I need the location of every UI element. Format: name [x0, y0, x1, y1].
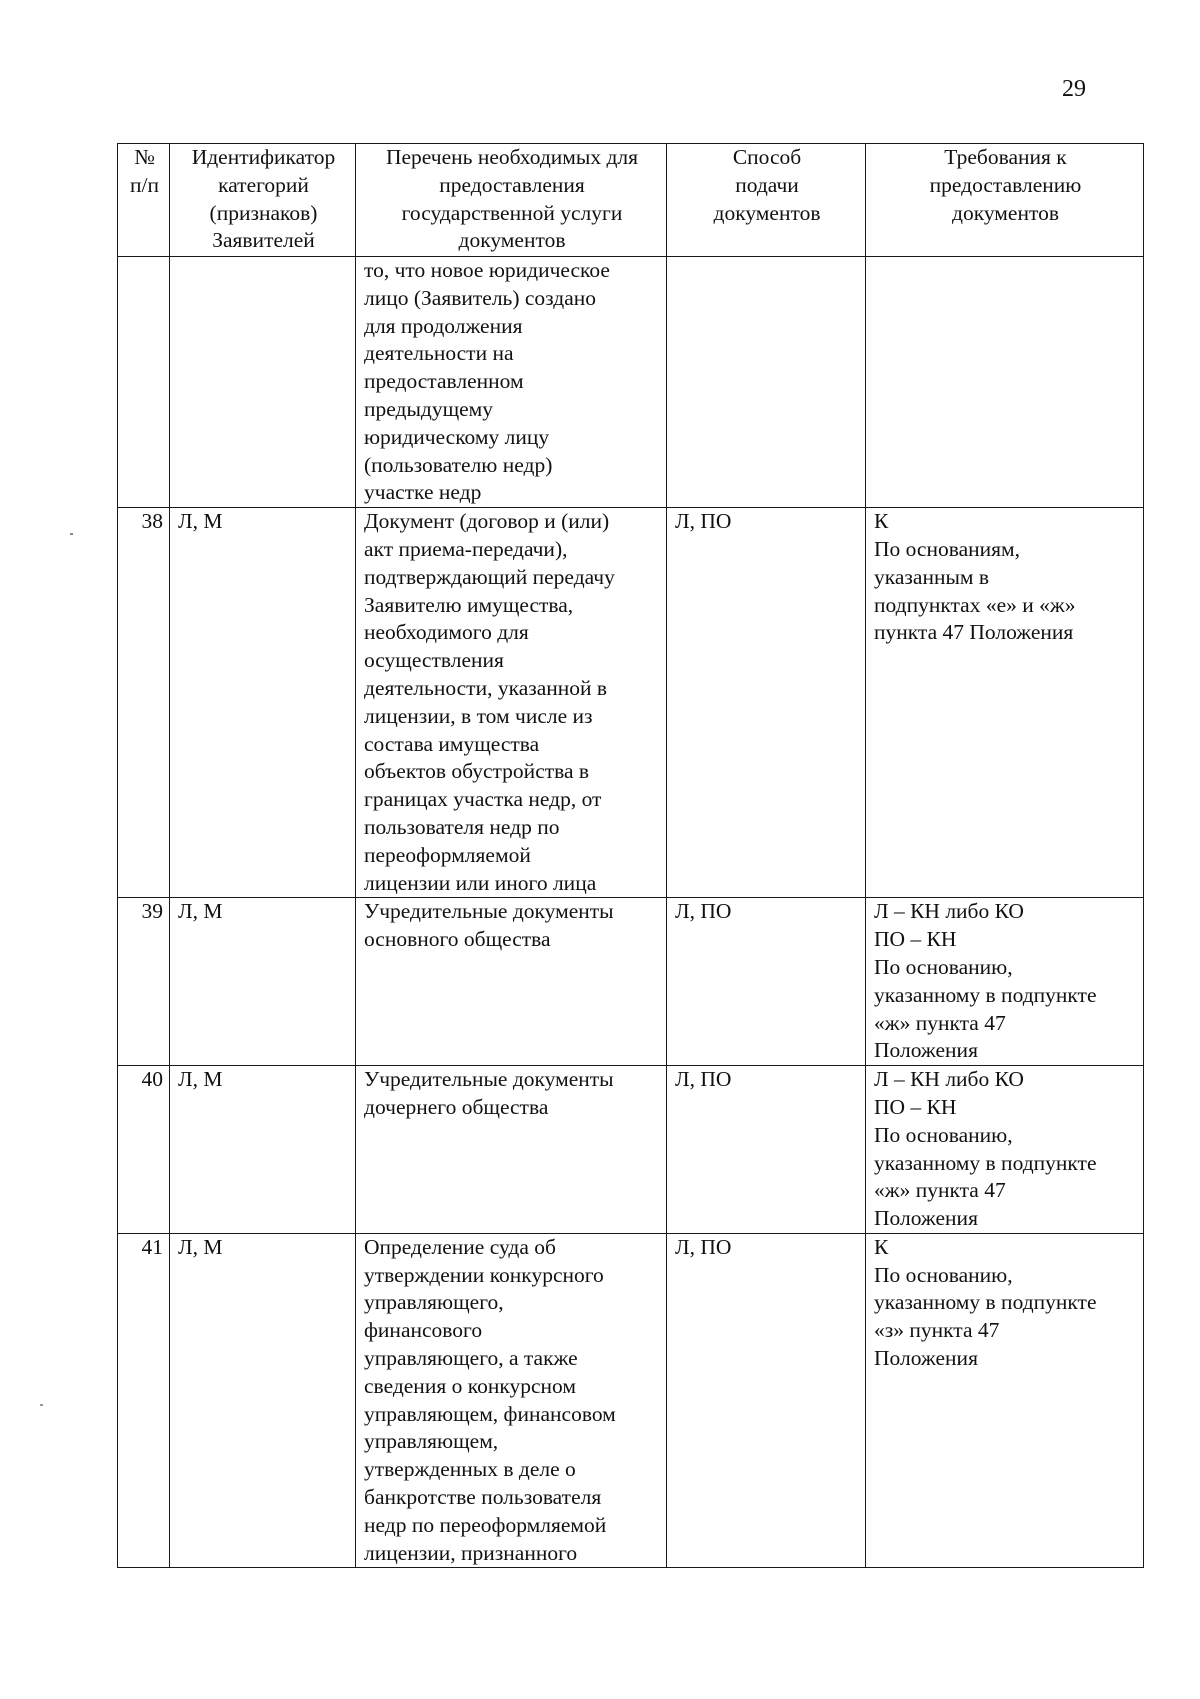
cell-line: Заявителю имущества,	[364, 592, 574, 617]
header-line: (признаков)	[209, 200, 318, 225]
cell-line: Документ (договор и (или)	[364, 509, 610, 534]
cell-line: «ж» пункта 47	[874, 1178, 1006, 1203]
cell-documents	[356, 508, 667, 898]
cell-method	[667, 1233, 866, 1568]
cell-line: подтверждающий передачу	[364, 564, 615, 589]
cell-line: управляющего,	[364, 1290, 504, 1315]
header-line: Перечень необходимых для	[385, 145, 639, 169]
cell-line: Л, М	[178, 899, 223, 924]
cell-line: подпунктах «е» и «ж»	[874, 592, 1076, 617]
cell-requirements	[866, 508, 1144, 898]
cell-documents	[356, 898, 667, 1066]
cell-line: недр по переоформляемой	[364, 1512, 607, 1537]
cell-line: Положения	[874, 1346, 978, 1371]
cell-line: Л, ПО	[675, 1234, 732, 1259]
cell-line: предоставленном	[364, 369, 524, 394]
cell-line: По основанию,	[874, 1262, 1013, 1287]
header-line: подачи	[735, 172, 799, 197]
cell-category	[170, 257, 356, 508]
cell-line: основного общества	[364, 927, 551, 952]
cell-line: ПО – КН	[874, 927, 957, 952]
cell-line: акт приема-передачи),	[364, 536, 568, 561]
cell-line: указанному в подпункте	[874, 1290, 1097, 1315]
header-line: предоставлению	[929, 172, 1082, 197]
cell-line: банкротстве пользователя	[364, 1485, 602, 1510]
cell-line: «ж» пункта 47	[874, 1010, 1006, 1035]
header-method	[667, 144, 866, 257]
header-line: п/п	[130, 172, 159, 197]
cell-method	[667, 257, 866, 508]
cell-line: осуществления	[364, 648, 504, 673]
cell-line: сведения о конкурсном	[364, 1373, 576, 1398]
cell-number	[118, 257, 170, 508]
cell-line: финансового	[364, 1318, 483, 1343]
cell-line: то, что новое юридическое	[364, 258, 610, 282]
header-line: документов	[952, 200, 1059, 225]
scan-speck	[40, 1404, 43, 1406]
header-number	[118, 144, 170, 257]
header-line: государственной услуги	[401, 200, 623, 225]
cell-line: По основанию,	[874, 1122, 1013, 1147]
cell-line: управляющем, финансовом	[364, 1401, 616, 1426]
cell-line: Л, М	[178, 1067, 223, 1092]
cell-line: деятельности, указанной в	[364, 675, 608, 700]
header-documents	[356, 144, 667, 257]
cell-number: 40	[118, 1066, 170, 1234]
cell-line: для продолжения	[364, 313, 523, 338]
cell-documents	[356, 257, 667, 508]
cell-line: утвержденных в деле о	[364, 1457, 576, 1482]
header-line: документов	[713, 200, 821, 225]
cell-line: По основанию,	[874, 954, 1013, 979]
header-line: Требования к	[944, 145, 1067, 169]
table-row	[118, 1233, 1144, 1568]
cell-category	[170, 1233, 356, 1568]
cell-line: Определение суда об	[364, 1234, 556, 1259]
header-line: категорий	[218, 172, 309, 197]
header-row	[118, 144, 1144, 257]
cell-method	[667, 898, 866, 1066]
cell-line: Л – КН либо КО	[874, 899, 1024, 924]
cell-line: Учредительные документы	[364, 1067, 614, 1092]
cell-line: указанному в подпункте	[874, 1150, 1097, 1175]
cell-line: По основаниям,	[874, 536, 1021, 561]
header-line: предоставления	[439, 172, 585, 197]
cell-line: Положения	[874, 1206, 978, 1231]
cell-line: лицо (Заявитель) создано	[364, 285, 597, 310]
cell-category	[170, 1066, 356, 1234]
cell-category	[170, 508, 356, 898]
cell-line: утверждении конкурсного	[364, 1262, 604, 1287]
cell-line: пункта 47 Положения	[874, 620, 1074, 645]
cell-documents	[356, 1066, 667, 1234]
page-number: 29	[1062, 76, 1086, 102]
cell-line: К	[874, 509, 889, 534]
cell-number: 41	[118, 1233, 170, 1568]
cell-line: лицензии, признанного	[364, 1540, 578, 1565]
cell-number: 39	[118, 898, 170, 1066]
cell-line: лицензии или иного лица	[364, 870, 597, 895]
cell-line: Л, М	[178, 509, 223, 534]
table-row	[118, 508, 1144, 898]
documents-table	[117, 143, 1144, 1568]
cell-line: предыдущему	[364, 396, 494, 421]
cell-line: ПО – КН	[874, 1094, 957, 1119]
cell-line: указанному в подпункте	[874, 982, 1097, 1007]
cell-line: К	[874, 1234, 889, 1259]
header-line: Идентификатор	[191, 145, 336, 169]
header-line: Способ	[732, 145, 802, 169]
table-row	[118, 257, 1144, 508]
cell-category	[170, 898, 356, 1066]
cell-line: Л, ПО	[675, 1067, 732, 1092]
cell-line: Л, ПО	[675, 899, 732, 924]
cell-line: юридическому лицу	[364, 424, 550, 449]
cell-line: деятельности на	[364, 341, 514, 366]
cell-requirements	[866, 1066, 1144, 1234]
table-row	[118, 898, 1144, 1066]
cell-line: переоформляемой	[364, 842, 531, 867]
cell-line: объектов обустройства в	[364, 759, 590, 784]
header-line: Заявителей	[212, 228, 315, 253]
header-requirements	[866, 144, 1144, 257]
header-line: документов	[458, 228, 566, 253]
cell-line: лицензии, в том числе из	[364, 703, 593, 728]
cell-line: управляющем,	[364, 1429, 499, 1454]
cell-line: указанным в	[874, 564, 990, 589]
cell-line: участке недр	[364, 480, 482, 505]
scan-speck	[70, 533, 73, 535]
header-line: №	[134, 145, 155, 169]
cell-line: «з» пункта 47	[874, 1318, 1000, 1343]
cell-line: дочернего общества	[364, 1094, 549, 1119]
cell-line: состава имущества	[364, 731, 540, 756]
cell-line: пользователя недр по	[364, 814, 560, 839]
cell-line: необходимого для	[364, 620, 529, 645]
cell-requirements	[866, 898, 1144, 1066]
cell-requirements	[866, 257, 1144, 508]
cell-line: Л, М	[178, 1234, 223, 1259]
cell-method	[667, 1066, 866, 1234]
cell-line: управляющего, а также	[364, 1346, 578, 1371]
table-body	[118, 257, 1144, 1568]
cell-line: (пользователю недр)	[364, 452, 553, 477]
cell-line: границах участка недр, от	[364, 787, 602, 812]
cell-number: 38	[118, 508, 170, 898]
cell-line: Л, ПО	[675, 509, 732, 534]
cell-requirements	[866, 1233, 1144, 1568]
table-row	[118, 1066, 1144, 1234]
header-category	[170, 144, 356, 257]
cell-line: Учредительные документы	[364, 899, 614, 924]
cell-documents	[356, 1233, 667, 1568]
cell-line: Л – КН либо КО	[874, 1067, 1024, 1092]
cell-method	[667, 508, 866, 898]
cell-line: Положения	[874, 1038, 978, 1063]
table-header	[118, 144, 1144, 257]
